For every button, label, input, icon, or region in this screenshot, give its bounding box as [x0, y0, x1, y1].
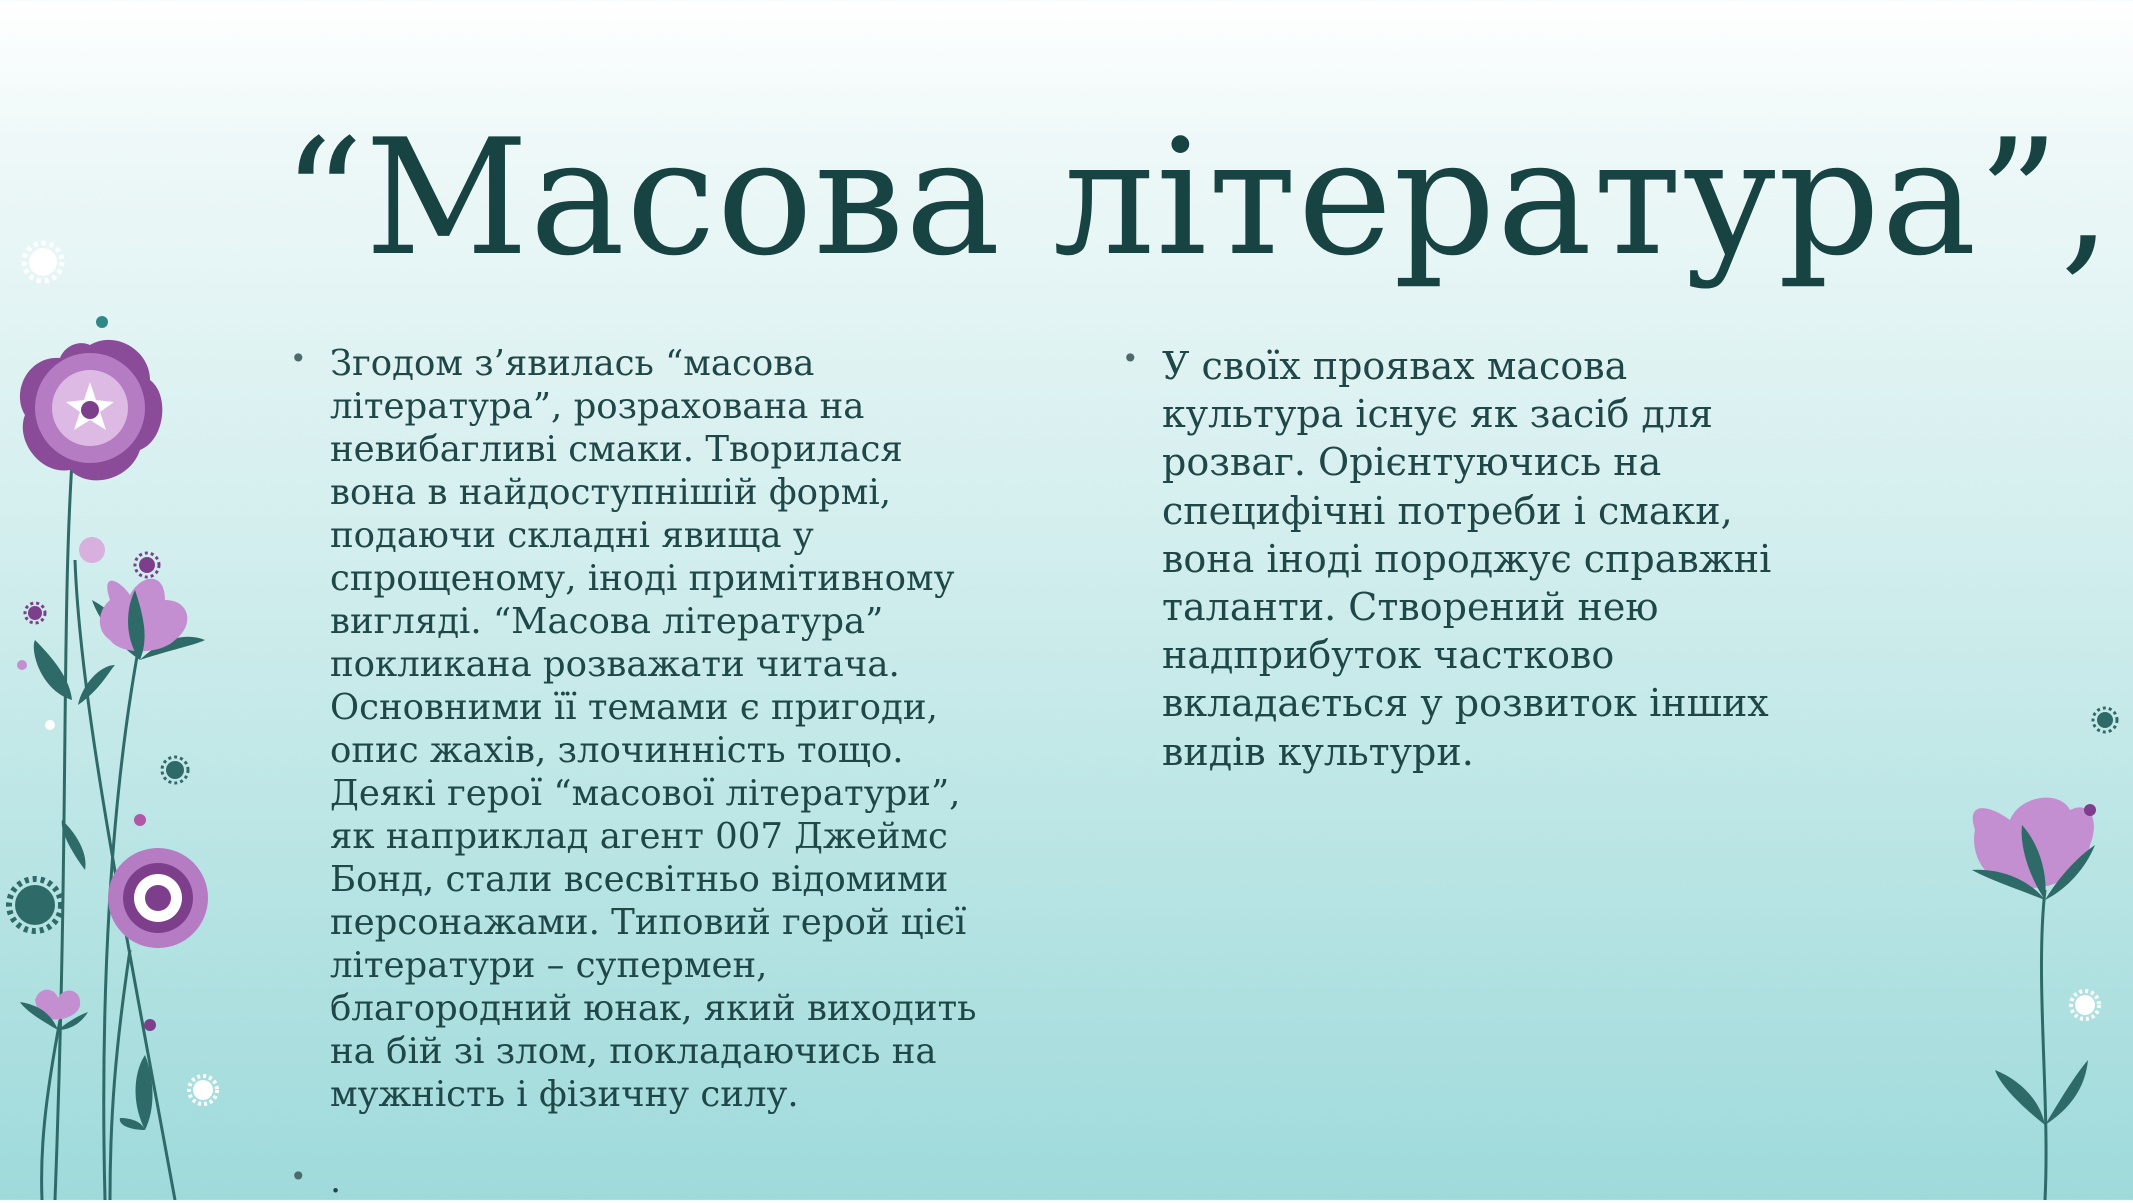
bullet-dot: •: [290, 1160, 307, 1193]
bud-icon: [79, 537, 105, 563]
text-line: благородний юнак, який виходить: [330, 988, 977, 1029]
flower-stems-left-icon: [42, 420, 175, 1200]
text-line: мужність і фізичну силу.: [330, 1074, 799, 1115]
text-line: вона іноді породжує справжні: [1162, 536, 1772, 581]
text-line: культура існує як засіб для: [1162, 392, 1713, 437]
text-line: таланти. Створений нею: [1162, 585, 1659, 630]
text-line: вона в найдоступнішій формі,: [330, 472, 891, 513]
right-paragraph: [1162, 342, 1862, 776]
slide-title: “Масова література”,: [282, 104, 2113, 291]
text-line: спрощеному, іноді примітивному: [330, 558, 955, 599]
text-line: персонажами. Типовий герой цієї: [330, 902, 967, 943]
text-line: література”, розрахована на: [330, 386, 865, 427]
text-line: подаючи складні явища у: [330, 515, 814, 556]
text-line: невибагливі смаки. Творилася: [330, 429, 903, 470]
bullet-item-left: [290, 342, 1020, 1116]
bullet-dot: •: [290, 342, 307, 375]
text-line: специфічні потреби і смаки,: [1162, 488, 1733, 533]
text-line: У своїх проявах масова: [1162, 344, 1628, 388]
text-line: як наприклад агент 007 Джеймс: [330, 816, 948, 857]
empty-bullet-text: .: [330, 1161, 342, 1201]
bullet-dot: •: [1122, 342, 1139, 375]
text-line: Згодом з’явилась “масова: [330, 343, 815, 384]
text-line: надприбуток частково: [1162, 633, 1615, 678]
text-line: на бій зі злом, покладаючись на: [330, 1031, 937, 1072]
text-line: розваг. Орієнтуючись на: [1162, 440, 1662, 485]
text-line: покликана розважати читача.: [330, 644, 900, 685]
text-line: вигляді. “Масова література”: [330, 601, 884, 642]
text-line: вкладається у розвиток інших: [1162, 681, 1769, 726]
text-line: Бонд, стали всесвітньо відомими: [330, 859, 949, 900]
right-column: [1122, 342, 1862, 776]
left-paragraph: [330, 342, 1020, 1116]
text-line: Деякі герої “масової літератури”,: [330, 773, 961, 814]
flower-cluster-right-icon: [1972, 708, 2117, 1200]
text-line: Основними її темами є пригоди,: [330, 687, 938, 728]
text-line: опис жахів, злочинність тощо.: [330, 730, 904, 771]
flower-large-pink-icon: [20, 340, 162, 481]
bullet-item-right: [1122, 342, 1862, 776]
dot-icon: [96, 316, 108, 328]
tulip-small-left-icon: [20, 990, 88, 1030]
text-line: видів культури.: [1162, 729, 1474, 774]
flower-ring-icon: [108, 848, 208, 948]
text-line: літератури – супермен,: [330, 945, 768, 986]
left-column: [290, 342, 1020, 1116]
